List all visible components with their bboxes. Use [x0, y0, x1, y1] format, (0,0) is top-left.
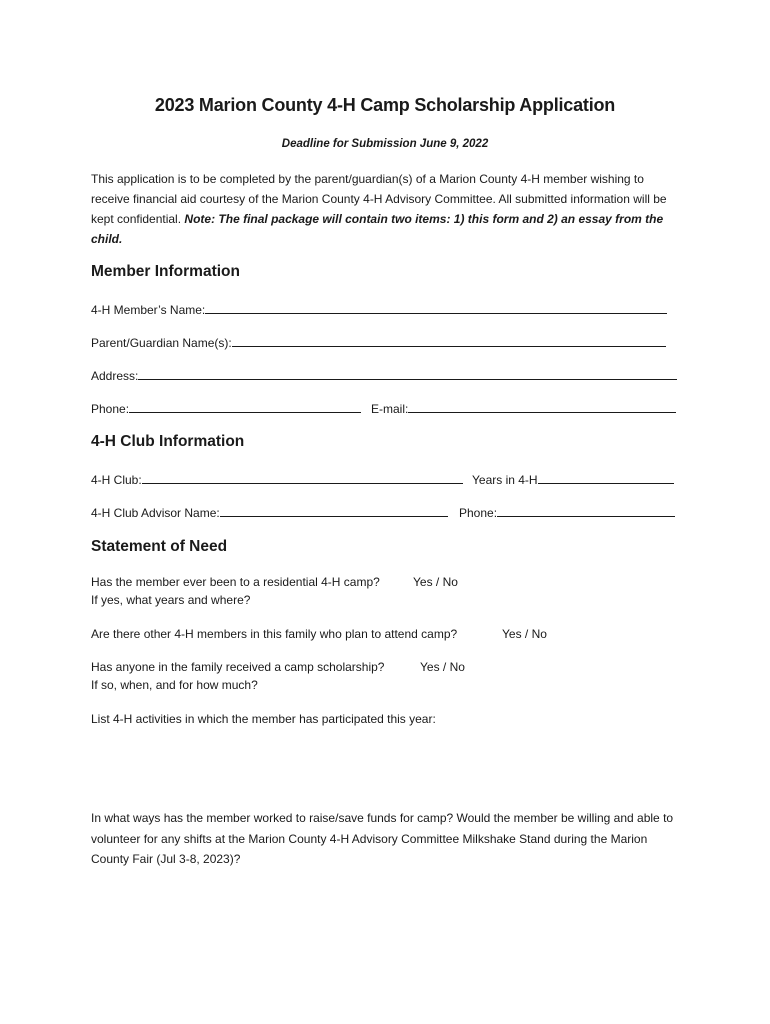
- club-info-heading: 4-H Club Information: [91, 433, 245, 450]
- advisor-label: 4-H Club Advisor Name:: [91, 506, 220, 520]
- parent-name-label: Parent/Guardian Name(s):: [91, 336, 232, 350]
- other-members-yes-no[interactable]: Yes / No: [502, 627, 547, 641]
- email-label: E-mail:: [371, 402, 409, 416]
- advisor-phone-input[interactable]: [497, 504, 675, 517]
- statement-heading: Statement of Need: [91, 538, 228, 555]
- intro-text: This application is to be completed by the parent/guardian(s) of a Marion County 4-H member wishing to receive financial aid courtesy of the Marion County 4-H Advisory Committee. All submitted information will be kept confidential.: [91, 172, 667, 226]
- intro-note: Note: The final package will contain two items: 1) this form and 2) an essay from the child.: [91, 212, 664, 246]
- page-title: 2023 Marion County 4-H Camp Scholarship Application: [154, 95, 616, 115]
- advisor-field[interactable]: [91, 504, 448, 520]
- parent-name-field[interactable]: [91, 334, 666, 350]
- club-field[interactable]: [91, 471, 463, 487]
- member-info-heading: Member Information: [91, 263, 240, 280]
- years-label: Years in 4-H: [472, 473, 538, 487]
- residential-camp-yes-no[interactable]: Yes / No: [413, 575, 458, 589]
- member-name-label: 4-H Member’s Name:: [91, 303, 206, 317]
- club-label: 4-H Club:: [91, 473, 142, 487]
- intro-paragraph: [91, 169, 683, 249]
- member-name-input[interactable]: [205, 301, 667, 314]
- club-input[interactable]: [142, 471, 463, 484]
- address-input[interactable]: [138, 367, 677, 380]
- years-input[interactable]: [538, 471, 674, 484]
- advisor-input[interactable]: [220, 504, 448, 517]
- parent-name-input[interactable]: [232, 334, 666, 347]
- scholarship-yes-no[interactable]: Yes / No: [420, 660, 465, 674]
- question-activities: List 4-H activities in which the member has participated this year:: [91, 712, 436, 726]
- email-input[interactable]: [408, 400, 676, 413]
- advisor-phone-label: Phone:: [459, 506, 498, 520]
- member-name-field[interactable]: [91, 301, 667, 317]
- phone-label: Phone:: [91, 402, 130, 416]
- address-field[interactable]: [91, 367, 677, 383]
- question-residential-followup: If yes, what years and where?: [91, 593, 251, 607]
- email-field[interactable]: [371, 400, 676, 416]
- address-label: Address:: [91, 369, 139, 383]
- question-residential-camp: Has the member ever been to a residential 4-H camp?: [91, 575, 380, 589]
- phone-input[interactable]: [129, 400, 361, 413]
- question-other-members: Are there other 4-H members in this family who plan to attend camp?: [91, 627, 458, 641]
- question-scholarship-followup: If so, when, and for how much?: [91, 678, 258, 692]
- phone-field[interactable]: [91, 400, 361, 416]
- deadline-notice: Deadline for Submission June 9, 2022: [281, 138, 489, 150]
- advisor-phone-field[interactable]: [459, 504, 675, 520]
- years-field[interactable]: [472, 471, 674, 487]
- question-scholarship: Has anyone in the family received a camp scholarship?: [91, 660, 385, 674]
- question-fundraising: In what ways has the member worked to raise/save funds for camp? Would the member be willing and able to volunteer for any shifts at the Marion County 4-H Advisory Committee Milkshake Stand during the Marion County Fair (Jul 3-8, 2023)?: [91, 811, 674, 866]
